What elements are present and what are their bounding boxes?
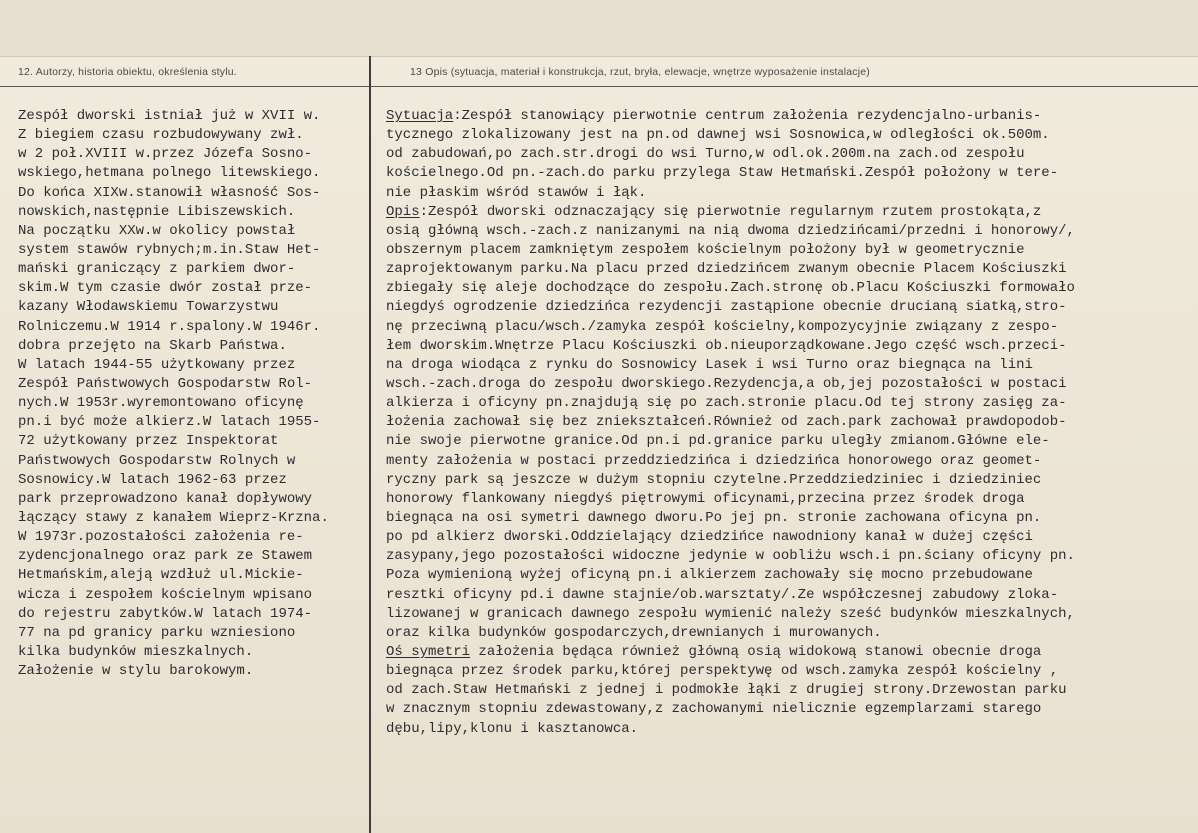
- description-line: [386, 356, 1075, 375]
- description-line: [386, 509, 1075, 528]
- history-line: Hetmańskim,aleją wzdłuż ul.Mickie-: [18, 567, 304, 584]
- line-text: lizowanej w granicach dawnego zespołu wymienić należy sześć budynków mieszkalnych,: [386, 605, 1075, 622]
- history-line: Do końca XIXw.stanowił własność Sos-: [18, 184, 321, 201]
- line-text: dębu,lipy,klonu i kasztanowca.: [386, 720, 639, 737]
- section-heading: Opis: [386, 203, 420, 220]
- line-text: łożenia zachował się bez zniekształceń.Również od zach.park zachował prawdopodob-: [386, 414, 1067, 431]
- description-line: [386, 145, 1075, 164]
- history-line: Zespół Państwowych Gospodarstw Rol-: [18, 375, 313, 392]
- line-text: alkierza i oficyny pn.znajdują się po zach.stronie placu.Od tej strony zasięg za-: [386, 395, 1067, 412]
- line-text: na droga wiodąca z rynku do Sosnowicy Lasek i wsi Turno oraz biegnąca na lini: [386, 356, 1033, 373]
- description-line: [386, 107, 1075, 126]
- history-text-column: [18, 107, 329, 681]
- line-text: w znacznym stopniu zdewastowany,z zachowanymi nielicznie egzemplarzami starego: [386, 701, 1042, 718]
- line-text: honorowy flankowany niegdyś piętrowymi oficynami,przecina przez środek droga: [386, 490, 1025, 507]
- description-line: [386, 203, 1075, 222]
- line-text: zbiegały się aleje dochodzące do zespołu.Zach.stronę ob.Placu Kościuszki formowało: [386, 280, 1075, 297]
- line-text: niegdyś ogrodzenie dziedzińca rezydencji zastąpione obecnie drucianą siatką,stro-: [386, 299, 1067, 316]
- description-line: [386, 490, 1075, 509]
- line-text: zaprojektowanym parku.Na placu przed dziedzińcem zwanym obecnie Placem Kościuszki: [386, 261, 1067, 278]
- description-line: [386, 222, 1075, 241]
- history-line: 77 na pd granicy parku wzniesiono: [18, 624, 296, 641]
- heading-colon: :: [419, 203, 429, 220]
- history-line: 72 użytkowany przez Inspektorat: [18, 433, 279, 450]
- history-line: do rejestru zabytków.W latach 1974-: [18, 605, 313, 622]
- line-text: obszernym placem zamkniętym zespołem kościelnym położony był w geometrycznie: [386, 241, 1025, 258]
- line-text: założenia będąca również główną osią widokową stanowi obecnie droga: [470, 643, 1042, 660]
- field-13-header: 13 Opis (sytuacja, materiał i konstrukcja, rzut, bryła, elewacje, wnętrze wyposażenie instalacje): [410, 66, 870, 78]
- history-line: w 2 poł.XVIII w.przez Józefa Sosno-: [18, 146, 313, 163]
- history-line: Na początku XXw.w okolicy powstał: [18, 222, 296, 239]
- description-line: [386, 164, 1075, 183]
- line-text: zasypany,jego pozostałości widoczne jedynie w oobliżu wsch.i pn.ściany oficyny pn.: [386, 548, 1075, 565]
- line-text: od zabudowań,po zach.str.drogi do wsi Turno,w odl.ok.200m.na zach.od zespołu: [386, 146, 1025, 163]
- history-line: skim.W tym czasie dwór został prze-: [18, 280, 313, 297]
- history-line: Zespół dworski istniał już w XVII w.: [18, 108, 321, 124]
- line-text: nie płaskim wśród stawów i łąk.: [386, 184, 647, 201]
- section-heading: Sytuacja: [386, 108, 454, 124]
- history-line: łączący stawy z kanałem Wieprz-Krzna.: [18, 509, 329, 526]
- description-line: [386, 318, 1075, 337]
- line-text: od zach.Staw Hetmański z jednej i podmokłe łąki z drugiej strony.Drzewostan parku: [386, 682, 1067, 699]
- line-text: menty założenia w postaci przeddziedzińca i dziedzińca honorowego oraz geomet-: [386, 452, 1042, 469]
- line-text: kościelnego.Od pn.-zach.do parku przylega Staw Hetmański.Zespół położony w tere-: [386, 165, 1059, 182]
- history-line: mański graniczący z parkiem dwor-: [18, 261, 296, 278]
- description-line: [386, 681, 1075, 700]
- line-text: osią główną wsch.-zach.z nanizanymi na nią dwoma dziedzińcami/przedni i honorowy/,: [386, 222, 1075, 239]
- history-line: Założenie w stylu barokowym.: [18, 663, 254, 680]
- history-line: park przeprowadzono kanał dopływowy: [18, 490, 313, 507]
- description-line: [386, 547, 1075, 566]
- history-line: Państwowych Gospodarstw Rolnych w: [18, 452, 296, 469]
- description-line: [386, 241, 1075, 260]
- description-line: [386, 298, 1075, 317]
- description-line: [386, 471, 1075, 490]
- description-line: [386, 605, 1075, 624]
- description-line: [386, 337, 1075, 356]
- line-text: nie swoje pierwotne granice.Od pn.i pd.granice parku uległy zmianom.Główne ele-: [386, 433, 1050, 450]
- history-line: Z biegiem czasu rozbudowywany zwł.: [18, 127, 304, 144]
- description-line: [386, 662, 1075, 681]
- description-line: [386, 279, 1075, 298]
- description-line: [386, 720, 1075, 739]
- field-12-header: 12. Autorzy, historia obiektu, określenia stylu.: [18, 66, 237, 78]
- history-line: nych.W 1953r.wyremontowano oficynę: [18, 395, 304, 412]
- line-text: biegnąca przez środek parku,której perspektywę od wsch.zamyka zespół kościelny ,: [386, 663, 1059, 680]
- description-line: [386, 375, 1075, 394]
- history-line: zydencjonalnego oraz park ze Stawem: [18, 548, 313, 565]
- description-line: [386, 624, 1075, 643]
- line-text: Zespół stanowiący pierwotnie centrum założenia rezydencjalno-urbanis-: [461, 108, 1042, 124]
- history-line: kazany Włodawskiemu Towarzystwu: [18, 299, 279, 316]
- description-line: [386, 528, 1075, 547]
- header-rule: [0, 86, 1198, 87]
- heading-colon: :: [453, 108, 462, 124]
- description-line: [386, 452, 1075, 471]
- card-top-margin: [0, 0, 1198, 57]
- line-text: tycznego zlokalizowany jest na pn.od dawnej wsi Sosnowica,w odległości ok.500m.: [386, 127, 1050, 144]
- description-line: [386, 260, 1075, 279]
- section-heading: Oś symetri: [386, 643, 471, 660]
- description-line: [386, 184, 1075, 203]
- line-text: nę przeciwną placu/wsch./zamyka zespół kościelny,kompozycyjnie związany z zespo-: [386, 318, 1059, 335]
- line-text: Zespół dworski odznaczający się pierwotnie regularnym rzutem prostokąta,z: [428, 203, 1042, 220]
- history-line: Rolniczemu.W 1914 r.spalony.W 1946r.: [18, 318, 321, 335]
- description-line: [386, 394, 1075, 413]
- history-line: pn.i być może alkierz.W latach 1955-: [18, 414, 321, 431]
- line-text: po pd alkierz dworski.Oddzielający dziedzińce nawodniony kanał w dużej części: [386, 529, 1033, 546]
- line-text: biegnąca na osi symetri dawnego dworu.Po jej pn. stronie zachowana oficyna pn.: [386, 509, 1042, 526]
- line-text: łem dworskim.Wnętrze Placu Kościuszki ob.nieuporządkowane.Jego część wsch.przeci-: [386, 337, 1067, 354]
- history-line: system stawów rybnych;m.in.Staw Het-: [18, 241, 321, 258]
- line-text: Poza wymienioną wyżej oficyną pn.i alkierzem zachowały się mocno przebudowane: [386, 567, 1033, 584]
- description-line: [386, 586, 1075, 605]
- history-line: W 1973r.pozostałości założenia re-: [18, 529, 304, 546]
- history-line: nowskich,następnie Libiszewskich.: [18, 203, 296, 220]
- column-divider: [369, 56, 371, 833]
- history-line: dobra przejęto na Skarb Państwa.: [18, 337, 287, 354]
- description-line: [386, 700, 1075, 719]
- line-text: resztki oficyny pd.i dawne stajnie/ob.warsztaty/.Ze współczesnej zabudowy zloka-: [386, 586, 1059, 603]
- line-text: wsch.-zach.droga do zespołu dworskiego.Rezydencja,a ob,jej pozostałości w postaci: [386, 375, 1067, 392]
- history-line: Sosnowicy.W latach 1962-63 przez: [18, 471, 287, 488]
- history-line: wicza i zespołem kościelnym wpisano: [18, 586, 313, 603]
- history-line: wskiego,hetmana polnego litewskiego.: [18, 165, 321, 182]
- history-line: W latach 1944-55 użytkowany przez: [18, 356, 296, 373]
- history-line: kilka budynków mieszkalnych.: [18, 643, 254, 660]
- line-text: ryczny park są jeszcze w dużym stopniu czytelne.Przeddziedziniec i dziedziniec: [386, 471, 1042, 488]
- line-text: oraz kilka budynków gospodarczych,drewnianych i murowanych.: [386, 624, 882, 641]
- description-text-column: [386, 107, 1075, 739]
- description-line: [386, 413, 1075, 432]
- description-line: [386, 126, 1075, 145]
- description-line: [386, 432, 1075, 451]
- description-line: [386, 566, 1075, 585]
- description-line: [386, 643, 1075, 662]
